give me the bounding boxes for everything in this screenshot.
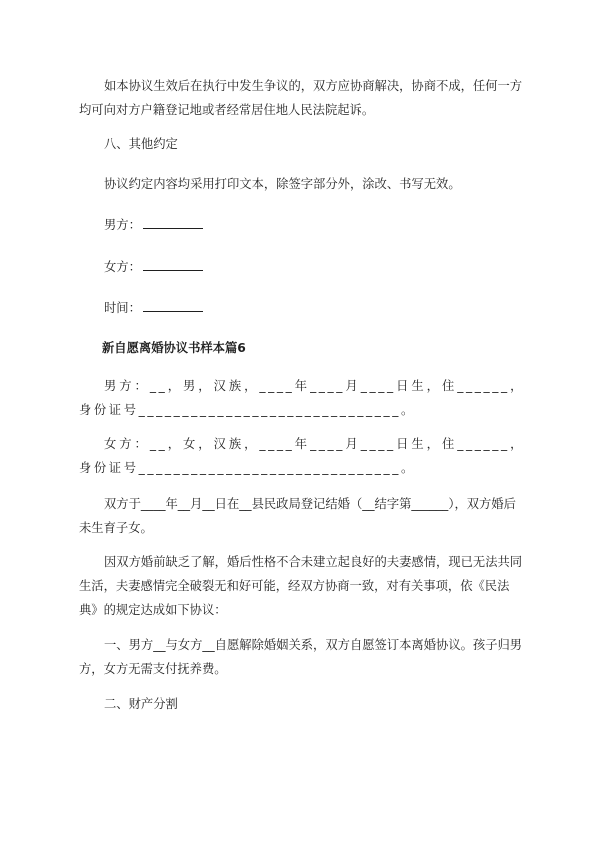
date-signature-label: 时间： — [104, 301, 141, 315]
female-signature-row — [79, 255, 525, 279]
male-info-paragraph: 男方：__，男，汉族，____年____月____日生，住______，身份证号______________________________。 — [79, 379, 525, 417]
marriage-registration-paragraph: 双方于____年__月__日在__县民政局登记结婚（__结字第______），双方婚后未生育子女。 — [79, 497, 516, 535]
date-signature-line — [143, 297, 203, 312]
section-other-terms-heading: 八、其他约定 — [104, 137, 178, 151]
print-text-paragraph: 协议约定内容均采用打印文本，除签字部分外，涂改、书写无效。 — [104, 177, 461, 191]
female-signature-line — [143, 256, 203, 271]
male-signature-line — [143, 214, 203, 229]
male-signature-label: 男方： — [104, 218, 141, 232]
divorce-reason-paragraph: 因双方婚前缺乏了解，婚后性格不合未建立起良好的夫妻感情，现已无法共同生活，夫妻感情完全破裂无和好可能，经双方协商一致，对有关事项，依《民法典》的规定达成如下协议： — [79, 555, 523, 617]
date-signature-row — [79, 296, 525, 320]
female-info-paragraph: 女方：__，女，汉族，____年____月____日生，住______，身份证号______________________________。 — [79, 437, 525, 475]
male-signature-row — [79, 213, 525, 237]
property-division-heading: 二、财产分割 — [104, 697, 178, 711]
female-signature-label: 女方： — [104, 260, 141, 274]
section-heading: 新自愿离婚协议书样本篇6 — [102, 341, 246, 355]
dispute-paragraph: 如本协议生效后在执行中发生争议的，双方应协商解决，协商不成，任何一方均可向对方户籍登记地或者经常居住地人民法院起诉。 — [79, 79, 523, 117]
agreement-item-1: 一、男方__与女方__自愿解除婚姻关系，双方自愿签订本离婚协议。孩子归男方，女方无需支付抚养费。 — [79, 638, 523, 676]
